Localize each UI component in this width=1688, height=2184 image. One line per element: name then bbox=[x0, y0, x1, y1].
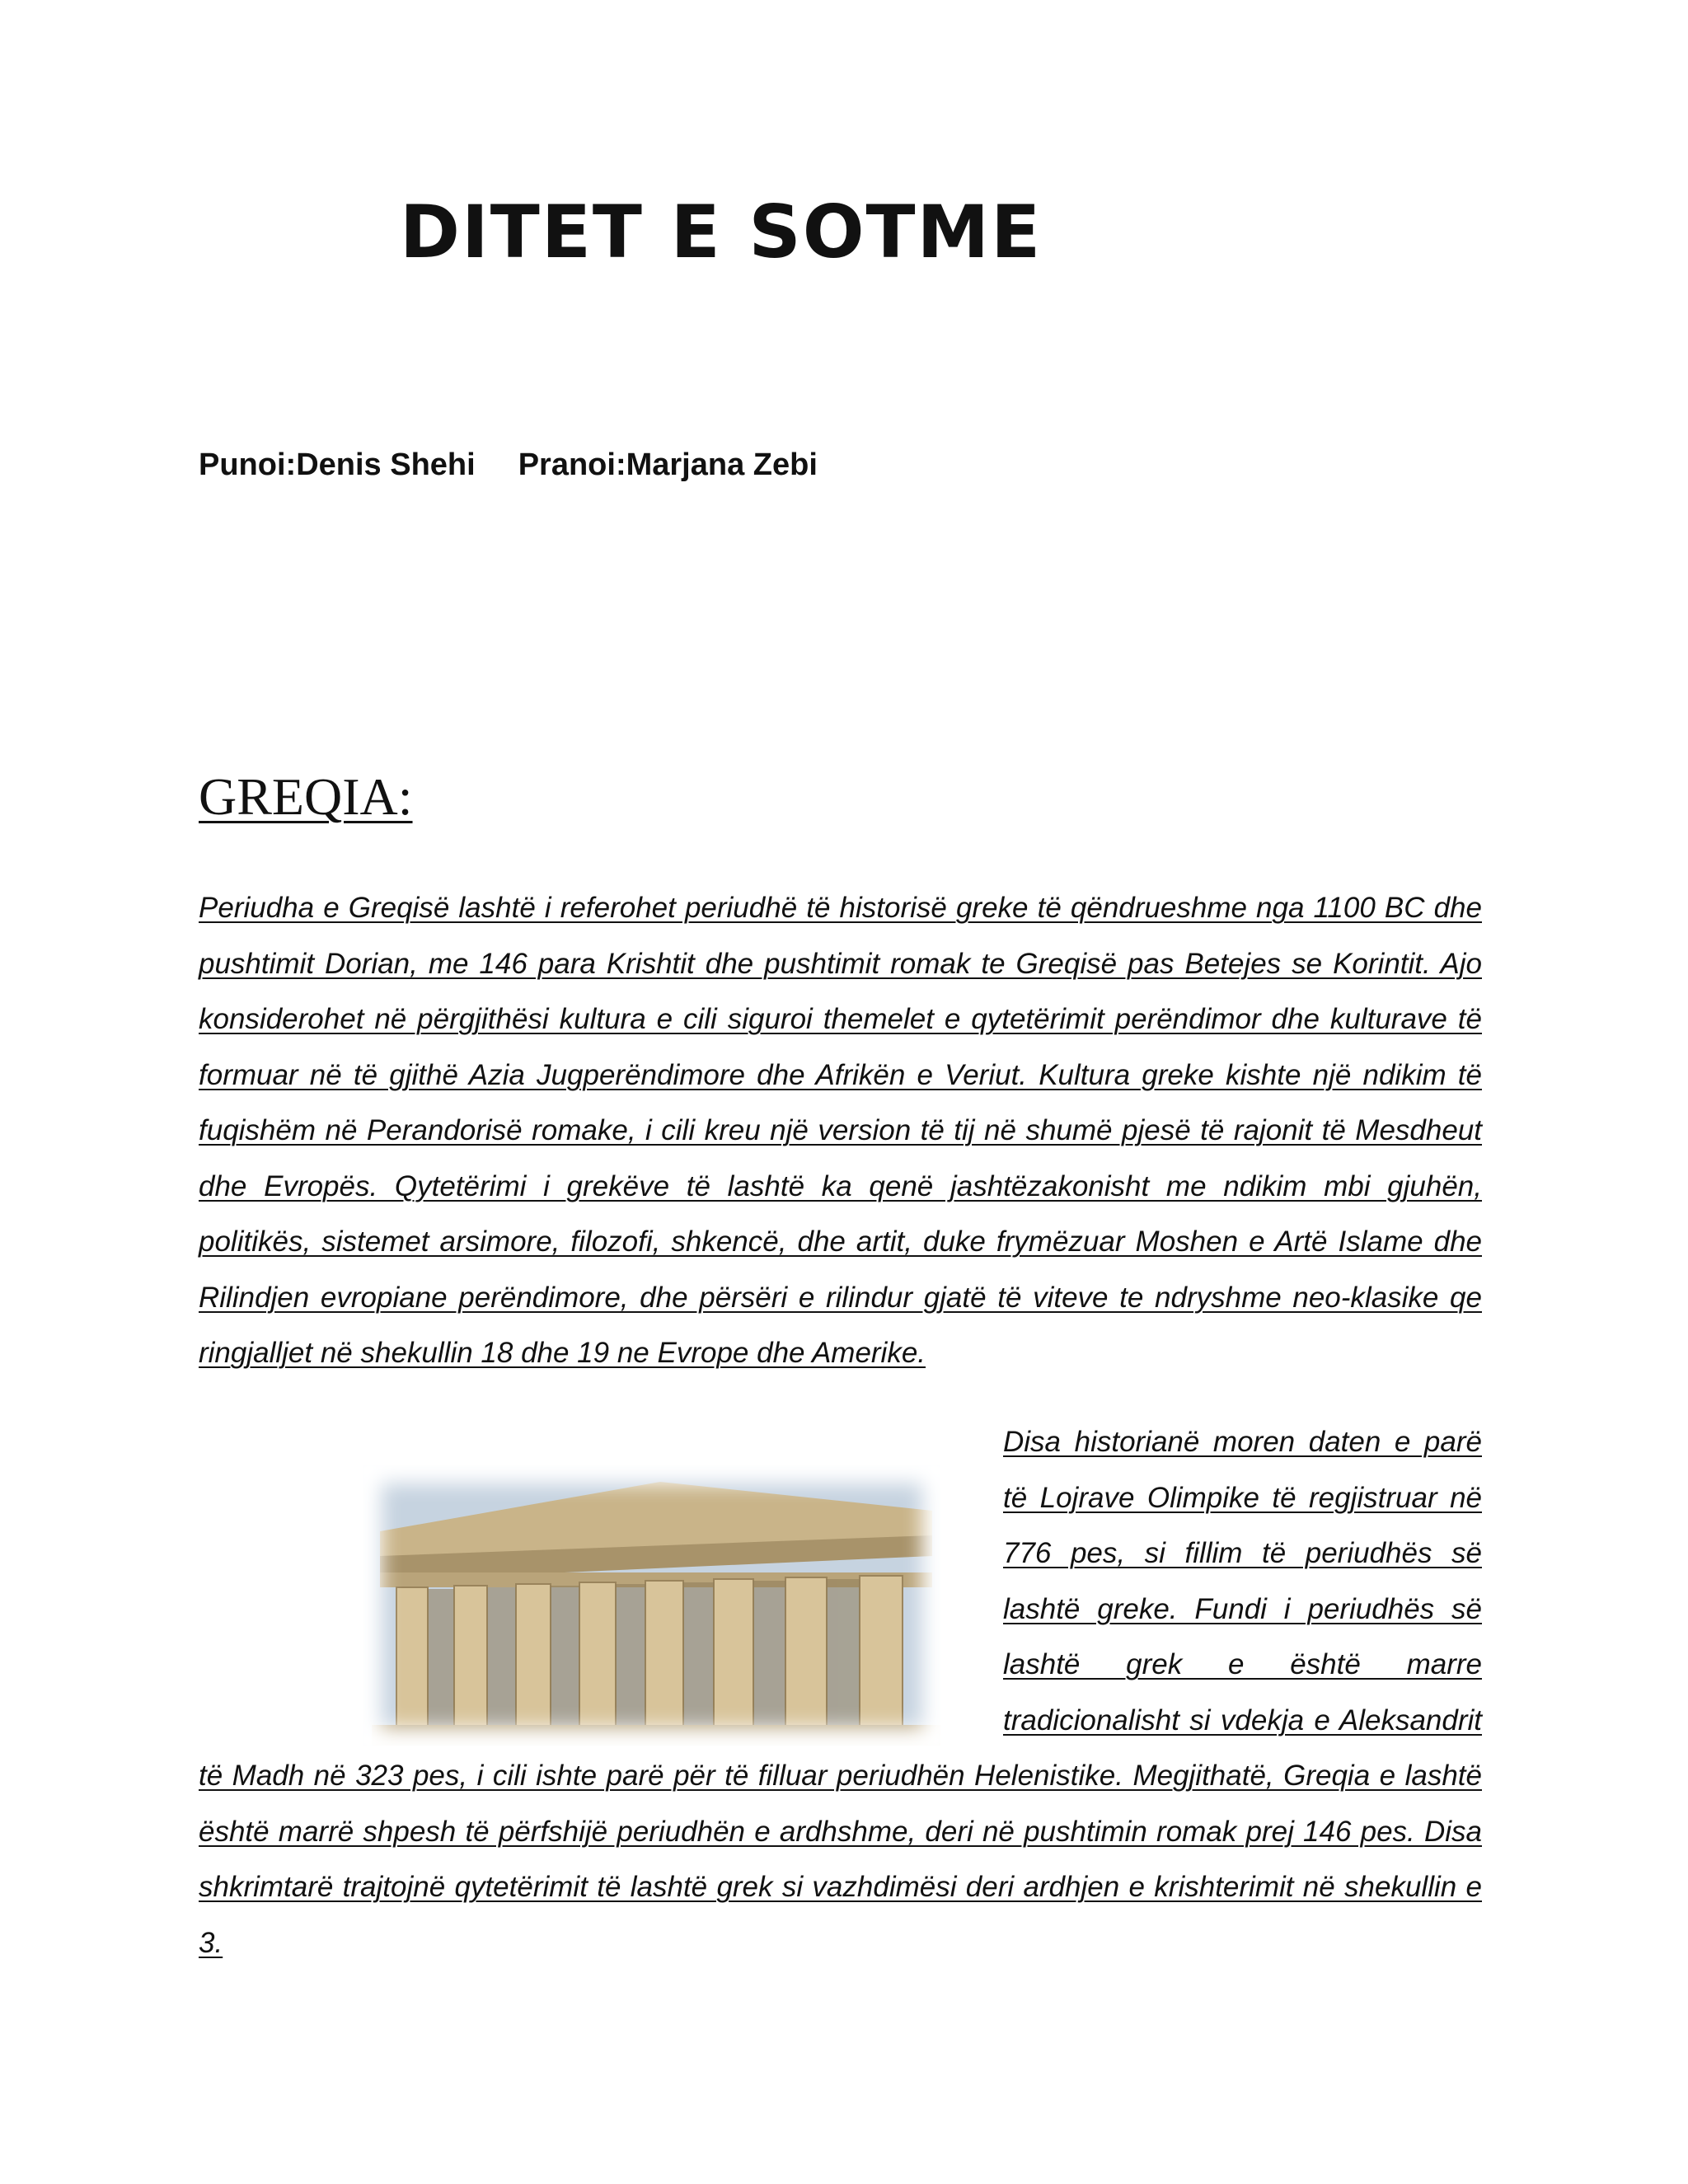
paragraph-2: Disa historianë moren daten e parë të Lojrave Olimpike të regjistruar në 776 pes, si fillim të periudhës së lashtë greke. Fundi i periudhës së lashtë grek e është marre tradicionalisht si vdekja e Aleksandrit të Madh në 323 pes, i cili ishte parë për të filluar periudhën Helenistike. Megjithatë, Greqia e lashtë është marrë shpesh të përfshijë periudhën e ardhshme, deri në pushtimin romak prej 146 pes. Disa shkrimtarë trajtojnë qytetërimit të lashtë grek si vazhdimësi deri ardhjen e krishterimit në shekullin e 3. bbox=[199, 1426, 1482, 1959]
credits-line bbox=[199, 449, 818, 480]
document-title: DITET E SOTME bbox=[400, 190, 1043, 274]
reviewer-credit: Pranoi:Marjana Zebi bbox=[518, 448, 818, 482]
author-credit: Punoi:Denis Shehi bbox=[199, 448, 476, 482]
parthenon-photo bbox=[363, 1465, 940, 1746]
paragraph-1: Periudha e Greqisë lashtë i referohet periudhë të historisë greke të qëndrueshme nga 1100 BC dhe pushtimit Dorian, me 146 para Krishtit dhe pushtimit romak te Greqisë pas Betejes se Korintit. Ajo konsiderohet në përgjithësi kultura e cili siguroi themelet e qytetërimit perëndimor dhe kulturave të formuar në të gjithë Azia Jugperëndimore dhe Afrikën e Veriut. Kultura greke kishte një ndikim të fuqishëm në Perandorisë romake, i cili kreu një version të tij në shumë pjesë të rajonit të Mesdheut dhe Evropës. Qytetërimi i grekëve të lashtë ka qenë jashtëzakonisht me ndikim mbi gjuhën, politikës, sistemet arsimore, filozofi, shkencë, dhe artit, duke frymëzuar Moshen e Artë Islame dhe Rilindjen evropiane perëndimore, dhe përsëri e rilindur gjatë të viteve te ndryshme neo-klasike qe ringjalljet në shekullin 18 dhe 19 ne Evrope dhe Amerike. bbox=[199, 892, 1482, 1369]
section-heading: GREQIA: bbox=[199, 767, 413, 826]
paragraph-2-container bbox=[199, 1414, 1482, 1971]
